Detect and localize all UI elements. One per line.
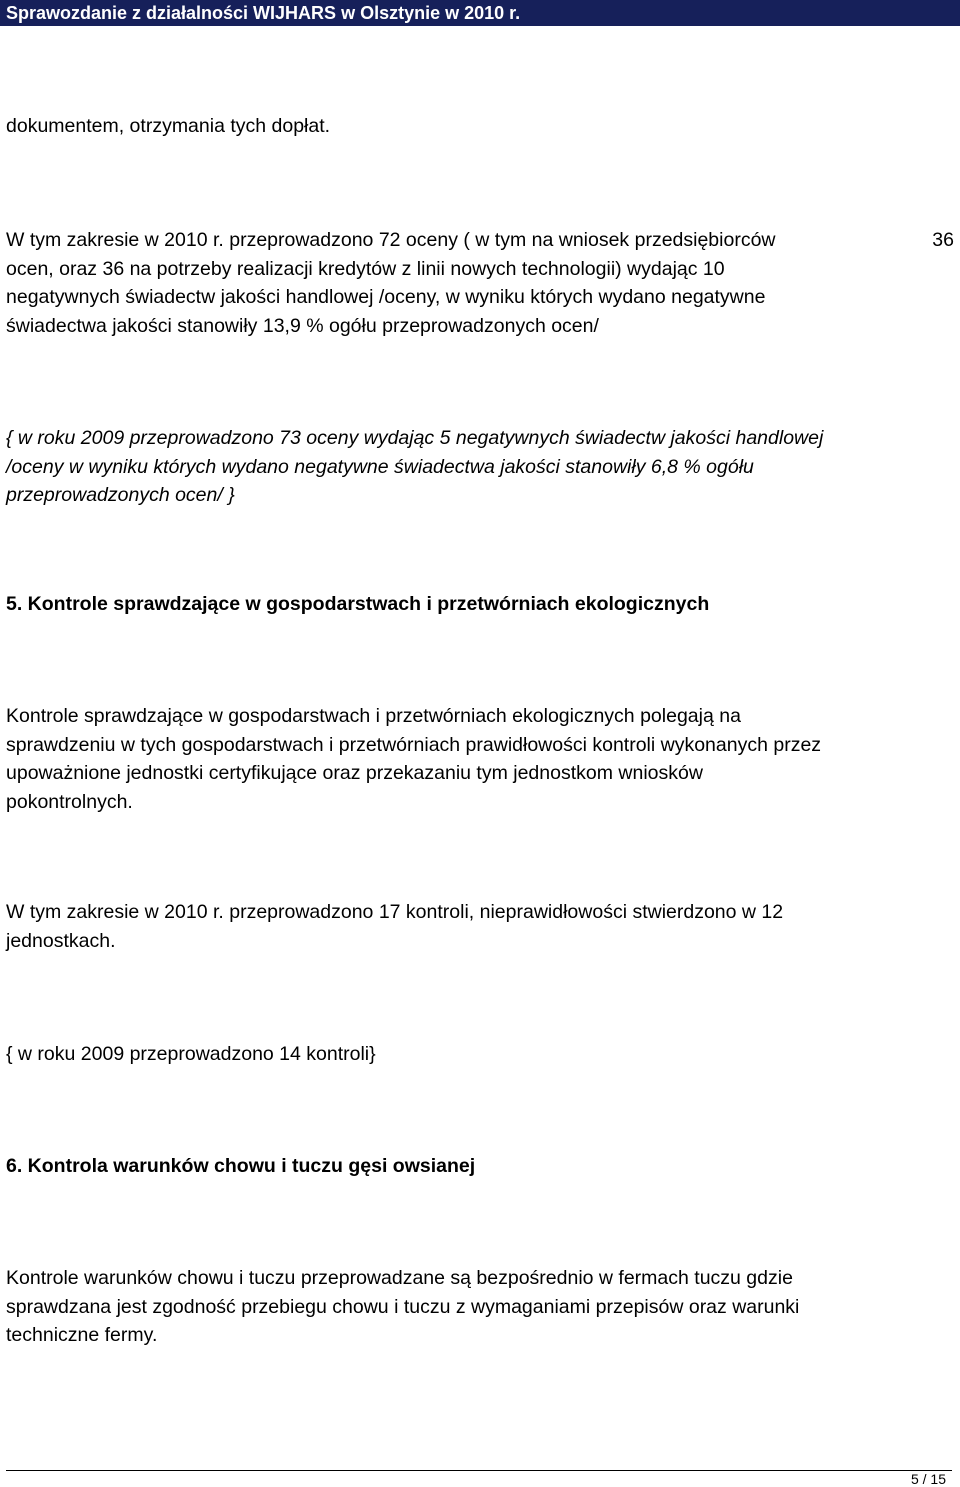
text-line: W tym zakresie w 2010 r. przeprowadzono 72 oceny ( w tym na wniosek przedsiębiorców — [6, 229, 776, 251]
text-line: { w roku 2009 przeprowadzono 14 kontroli} — [6, 1043, 376, 1065]
text-line: ocen, oraz 36 na potrzeby realizacji kredytów z linii nowych technologii) wydając 10 — [6, 257, 725, 280]
count-number: 36 — [932, 229, 954, 251]
paragraph-oceny-2010 — [6, 226, 954, 340]
page-number: 5 / 15 — [910, 1471, 946, 1487]
text-line: sprawdzeniu w tych gospodarstwach i przetwórniach prawidłowości kontroli wykonanych przez — [6, 733, 822, 756]
text-line: /oceny w wyniku których wydano negatywne świadectwa jakości stanowiły 6,8 % ogółu — [6, 455, 754, 478]
text-line: przeprowadzonych ocen/ } — [6, 484, 235, 506]
text-line: jednostkach. — [6, 929, 116, 952]
text-line: { w roku 2009 przeprowadzono 73 oceny wydając 5 negatywnych świadectw jakości handlowej — [6, 427, 824, 449]
paragraph-kontrole — [6, 702, 950, 816]
text-line-with-number — [6, 226, 954, 255]
heading-text: 6. Kontrola warunków chowu i tuczu gęsi owsianej — [6, 1155, 476, 1177]
paragraph-oceny-2009 — [6, 424, 950, 510]
paragraph-kontrole-2010 — [6, 898, 950, 955]
heading-text: 5. Kontrole sprawdzające w gospodarstwach i przetwórniach ekologicznych — [6, 593, 710, 615]
header-bar — [0, 0, 960, 26]
text-line: negatywnych świadectw jakości handlowej /oceny, w wyniku których wydano negatywne — [6, 286, 766, 308]
section-heading-6 — [6, 1152, 950, 1181]
footer-divider — [6, 1470, 952, 1471]
document-title: Sprawozdanie z działalności WIJHARS w Olsztynie w 2010 r. — [6, 3, 521, 23]
text-line: upoważnione jednostki certyfikujące oraz przekazaniu tym jednostkom wniosków — [6, 762, 703, 784]
text-line: dokumentem, otrzymania tych dopłat. — [6, 115, 331, 137]
text-line: Kontrole sprawdzające w gospodarstwach i przetwórniach ekologicznych polegają na — [6, 705, 741, 727]
paragraph-continuation — [6, 112, 950, 141]
text-line: sprawdzana jest zgodność przebiegu chowu i tuczu z wymaganiami przepisów oraz warunki — [6, 1295, 800, 1318]
text-line: Kontrole warunków chowu i tuczu przeprowadzane są bezpośrednio w fermach tuczu gdzie — [6, 1267, 793, 1289]
text-line: świadectwa jakości stanowiły 13,9 % ogółu przeprowadzonych ocen/ — [6, 314, 599, 337]
text-line: W tym zakresie w 2010 r. przeprowadzono 17 kontroli, nieprawidłowości stwierdzono w 12 — [6, 901, 784, 923]
paragraph-chow — [6, 1264, 950, 1350]
text-line: techniczne fermy. — [6, 1324, 158, 1346]
section-heading-5 — [6, 590, 950, 619]
paragraph-kontrole-2009 — [6, 1040, 950, 1069]
text-line: pokontrolnych. — [6, 790, 133, 813]
